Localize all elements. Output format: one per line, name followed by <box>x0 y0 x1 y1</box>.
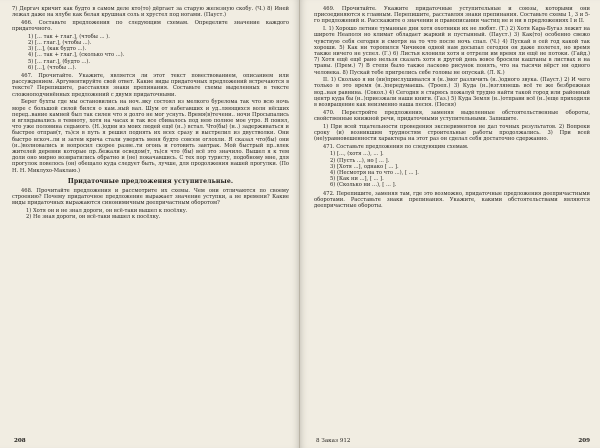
schema-item: 5) [... глаг.], (будто ...). <box>28 58 91 65</box>
schema-item: 2) (Пусть ...), но [ ... ]. <box>330 157 390 164</box>
schema-item: 6) [...], (чтобы ...). <box>28 64 77 71</box>
exercise-469: 469. Прочитайте. Укажите придаточные уступительные и союзы, которыми они присоединяются к главным. Перепишите, расставляя знаки препинания. Составьте схемы 1, 3 и 5-го предложений и. Расскажите о значении и правописании частиц не и ни в предложениях I и II. <box>314 6 590 25</box>
exercise-467-text: Берег бухты где мы остановились на ноч..вку состоял из мелкого бурелома так что всю ночь море с большой силой бился о кам..ный вал. Шум от набегавших и уд..ляющихся волн нёсших перед..вание камней был так силен что я долго не мог уснуть. Время(в)течени.. ночи Просыпались и вглядывались в темноту, хотя на часах и так все сбивалось под нею полное мое утро. Я понял, что уже половина седьмого. (Н..)одни из моих людей ещё (н..) встал. Что(бы) (н..) задерживаться и быстрее отправ(т, ть)ся в путь я решил поднять их всех сразу и выстрелил из двустволки. Они быстро вскоч..ли и затем крича стали уверять меня будто совсем оглохли. Я сказал что(бы) они (н..)волновались и вопросил скорее разве..ти огонь и готовить завтрак. Мой быстрый пр..влек жителей деревни которые пр..бежали осведом(т, ть)ся что (бы) всё это значило. Вышел я к тем доли оно мирно возвратились обратно и (не) покачавшись. С тех пор туристу, подобному мне, для прогулок повелось (он) обещало куда следует быть, лучше, для продолжения нашей прогулки. (По Н. Н. Миклухо-Маклаю.) <box>12 99 289 174</box>
schema-item: 3) [...], (как будто ...). <box>28 46 87 53</box>
examples-468 <box>12 208 289 220</box>
exercise-472: 472. Перепишите, заменяя там, где это возможно, придаточные предложения деепричастными оборотами. Расставьте знаки препинания. Укажите, какими обстоятельствами являются деепричастные обороты. <box>314 190 590 210</box>
example-item: 1) Хотя он и не знал дороги, он всё-таки вышел к посёлку. <box>26 208 188 215</box>
exercise-468: 468. Прочитайте предложения и рассмотрите их схемы. Чем они отличаются по своему строению? Почему придаточное предложение выражает значение уступки, а не времени? Какие виды придаточных выражаются синонимичным деепричастным оборотом? <box>12 187 289 207</box>
schema-item: 6) (Сколько ни ...), [ ... ]. <box>330 182 397 189</box>
schema-item: 1) [... так + глаг.], (чтобы ... ). <box>28 33 110 40</box>
schema-item: 3) [Хотя ...], однако [ ... ]. <box>330 163 399 170</box>
schema-list-471 <box>314 151 590 188</box>
exercise-471: 471. Составьте предложения по следующим схемам. <box>323 143 469 150</box>
exercise-466: 466. Составьте предложения по следующим схемам. Определите значение каждого придаточного. <box>12 19 289 33</box>
schema-item: 4) (Несмотря на то что ...), [ ... ]. <box>330 170 419 177</box>
schema-item: 5) [Как ни ...], [ ... ]. <box>330 176 384 183</box>
exercise-467: 467. Прочитайте. Укажите, является ли этот текст повествованием, описанием или рассуждением. Аргументируйте свой ответ. Какие виды придаточных предложений встречаются в тексте? Перепишите, расставляя знаки препинания. Составьте схемы выделенных в тексте сложноподчинённых предложений с двумя придаточными. <box>12 73 289 98</box>
exercise-469-part-2: II. 1) Сколько я ни (ни)прислушивался я (н..)мог различить (н..)одного звука. (Пауст.) 2) И чего только в это время (н..)передумаешь. (Троеп.) 3) Куда (н..)взглянешь всё те же безбрежная вод..ная равнина. (Сокол.) 4) Сегодня я старюсь пожалуй трудно найти такой город или районный центр куда бы (н..)приезжали наши книги. (Газ.) 5) Куда Земля (н..)отправи всё (н..)еще приходили в возвращение как неизменно наша песня. (Песня) <box>314 77 590 109</box>
exercise-470-text: 1) При всей тщательности проведения экспериментов не дал точных результатов. 2) Вопреки сроку (и) возникшим трудностям строительные работы продолжались. 3) При всей (не)уравновешенности характера на этот раз он сделал себя достаточно сдержанно. <box>314 123 590 143</box>
text-block: 7) Дергач кричит как будто в самом деле кто(то) дёргает за старую железную скобу. (Ч.) 8) Иней лежал даже на ялубе как белая крушная соль и хрустел под ногами. (Пауст.) <box>12 6 289 19</box>
example-item: 2) Не зная дороги, он всё-таки вышел к посёлку. <box>26 214 161 221</box>
section-title: Придаточные предложения уступительные. <box>67 177 234 185</box>
page-number: 208 <box>14 437 26 444</box>
signature-mark: 8 Заказ 912 <box>316 437 351 444</box>
right-page <box>300 0 600 448</box>
schema-item: 2) [... глаг.], (чтобы ...). <box>28 40 92 47</box>
schema-list-466 <box>12 34 289 71</box>
page-number: 209 <box>578 437 590 444</box>
schema-item: 4) [... так + глаг.], (сколько что ...). <box>28 52 125 59</box>
exercise-469-part-1: I. 1) Хорошо летние туманные дни хотя охотники их не любят. (Т.) 2) Хотя Кара-Бугаз лежит на широте Неаполя но климат обладает жаркий и пустынный. (Пауст.) 3) Как(то) особенно свежо чувствую себя сегодня и смотря на то что после ночь спал. (Ч.) 4) Пускай в сей год какой так хороши. 5) Как ни торопился Чичиков одной нам досыпал сегодня он даже полетел, но время также ничего не успел. (Г.) 6) Листья клонили хотя и отгрели им время ли ещё не потоки. (Гайд.) 7) Хотя ещё ещё рано нельзя сказать хотя и другой день вовсе бросили каштаны в листвах и на травы. (Прем.) 7) В степи было также ласково рисунок понять, что на тысячи вёрст ни одного человека. 8) Пускай тебе пригрелись себе головы не опускай. (Л. К.) <box>314 26 590 76</box>
schema-item: 1) [..., (хотя ...), ... ]. <box>330 151 384 158</box>
exercise-470: 470. Перестройте предложения, заменяя выделенные обстоятельственные обороты, свойственные книжной речи, придаточными уступительными. Запишите. <box>314 109 590 122</box>
